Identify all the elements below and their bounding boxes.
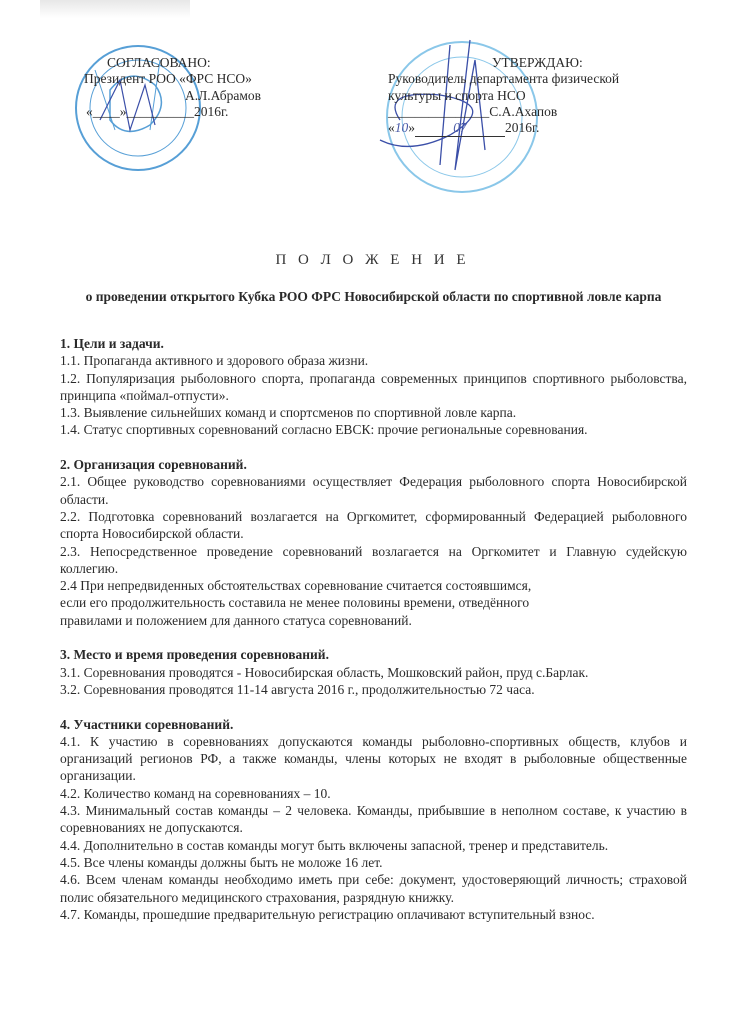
document-title: П О Л О Ж Е Н И Е bbox=[275, 252, 470, 268]
date-open-quote: « bbox=[388, 120, 395, 135]
approval-right-date bbox=[388, 120, 539, 137]
paragraph: 1.1. Пропаганда активного и здорового образа жизни. bbox=[60, 353, 369, 369]
date-close-quote: » bbox=[408, 120, 415, 135]
paragraph: 4.2. Количество команд на соревнованиях – 10. bbox=[60, 785, 331, 801]
section-heading: 1. Цели и задачи. bbox=[60, 336, 164, 351]
approval-right-name: _______________С.А.Ахапов bbox=[388, 104, 558, 119]
paragraph: 1.2. Популяризация рыболовного спорта, пропаганда современных принципов спортивного рыболовства, принципа «поймал-отпусти». bbox=[60, 370, 687, 403]
paragraph: 2.4 При непредвиденных обстоятельствах соревнование считается состоявшимся, bbox=[60, 578, 532, 594]
section-heading: 4. Участники соревнований. bbox=[60, 716, 234, 732]
paragraph: 4.1. К участию в соревнованиях допускаются команды рыболовно-спортивных обществ, клубов и организаций регионов РФ, а также команды, члены которых не входят в рыболовные общественные организации. bbox=[60, 733, 687, 784]
document-subtitle: о проведении открытого Кубка РОО ФРС Новосибирской области по спортивной ловле карпа bbox=[85, 289, 662, 304]
approval-left-name: А.Л.Абрамов bbox=[185, 88, 261, 103]
approval-right-position-line1: Руководитель департамента физической bbox=[388, 71, 620, 86]
approval-left-position: Президент РОО «ФРС НСО» bbox=[84, 71, 252, 86]
section-heading: 3. Место и время проведения соревнований. bbox=[60, 647, 329, 663]
paragraph: 3.1. Соревнования проводятся - Новосибирская область, Мошковский район, пруд с.Барлак. bbox=[60, 664, 589, 680]
date-year: 2016г. bbox=[505, 120, 540, 135]
approval-left-date: «____»__________2016г. bbox=[86, 104, 229, 119]
approval-right-heading: УТВЕРЖДАЮ: bbox=[492, 55, 583, 70]
approval-right-position-line2: культуры и спорта НСО bbox=[388, 88, 526, 103]
paragraph: 2.2. Подготовка соревнований возлагается на Оргкомитет, сформированный Федерацией рыболовного спорта Новосибирской области. bbox=[60, 508, 687, 542]
handwritten-day: 10 bbox=[394, 120, 409, 135]
paragraph: 1.4. Статус спортивных соревнований согласно ЕВСК: прочие региональные соревнования. bbox=[60, 422, 588, 438]
paragraph: если его продолжительность составила не менее половины времени, отведённого bbox=[60, 595, 530, 611]
paragraph: 4.7. Команды, прошедшие предварительную регистрацию оплачивают вступительный взнос. bbox=[60, 906, 595, 922]
paragraph: 3.2. Соревнования проводятся 11-14 августа 2016 г., продолжительностью 72 часа. bbox=[60, 681, 535, 697]
section-heading: 2. Организация соревнований. bbox=[60, 457, 247, 473]
paragraph: 4.4. Дополнительно в состав команды могут быть включены запасной, тренер и представитель. bbox=[60, 837, 609, 853]
paragraph: 4.5. Все члены команды должны быть не моложе 16 лет. bbox=[60, 854, 383, 870]
paragraph: 4.3. Минимальный состав команды – 2 человека. Команды, прибывшие в неполном составе, к участию в соревнованиях не допускаются. bbox=[60, 803, 687, 836]
paragraph: 2.1. Общее руководство соревнованиями осуществляет Федерация рыболовного спорта Новосибирской области. bbox=[60, 474, 687, 507]
paragraph: 1.3. Выявление сильнейших команд и спортсменов по спортивной ловле карпа. bbox=[60, 405, 517, 421]
paragraph: 2.3. Непосредственное проведение соревнований возлагается на Оргкомитет и Главную судейскую коллегию. bbox=[60, 543, 687, 576]
paragraph: 4.6. Всем членам команды необходимо иметь при себе: документ, удостоверяющий личность; страховой полис обязательного медицинского страхования, разрядную книжку. bbox=[60, 872, 687, 905]
approval-left-heading: СОГЛАСОВАНО: bbox=[107, 55, 211, 70]
paragraph: правилами и положением для данного статуса соревнований. bbox=[60, 612, 412, 628]
document-body bbox=[60, 335, 687, 923]
handwritten-month: 07 bbox=[415, 120, 505, 137]
